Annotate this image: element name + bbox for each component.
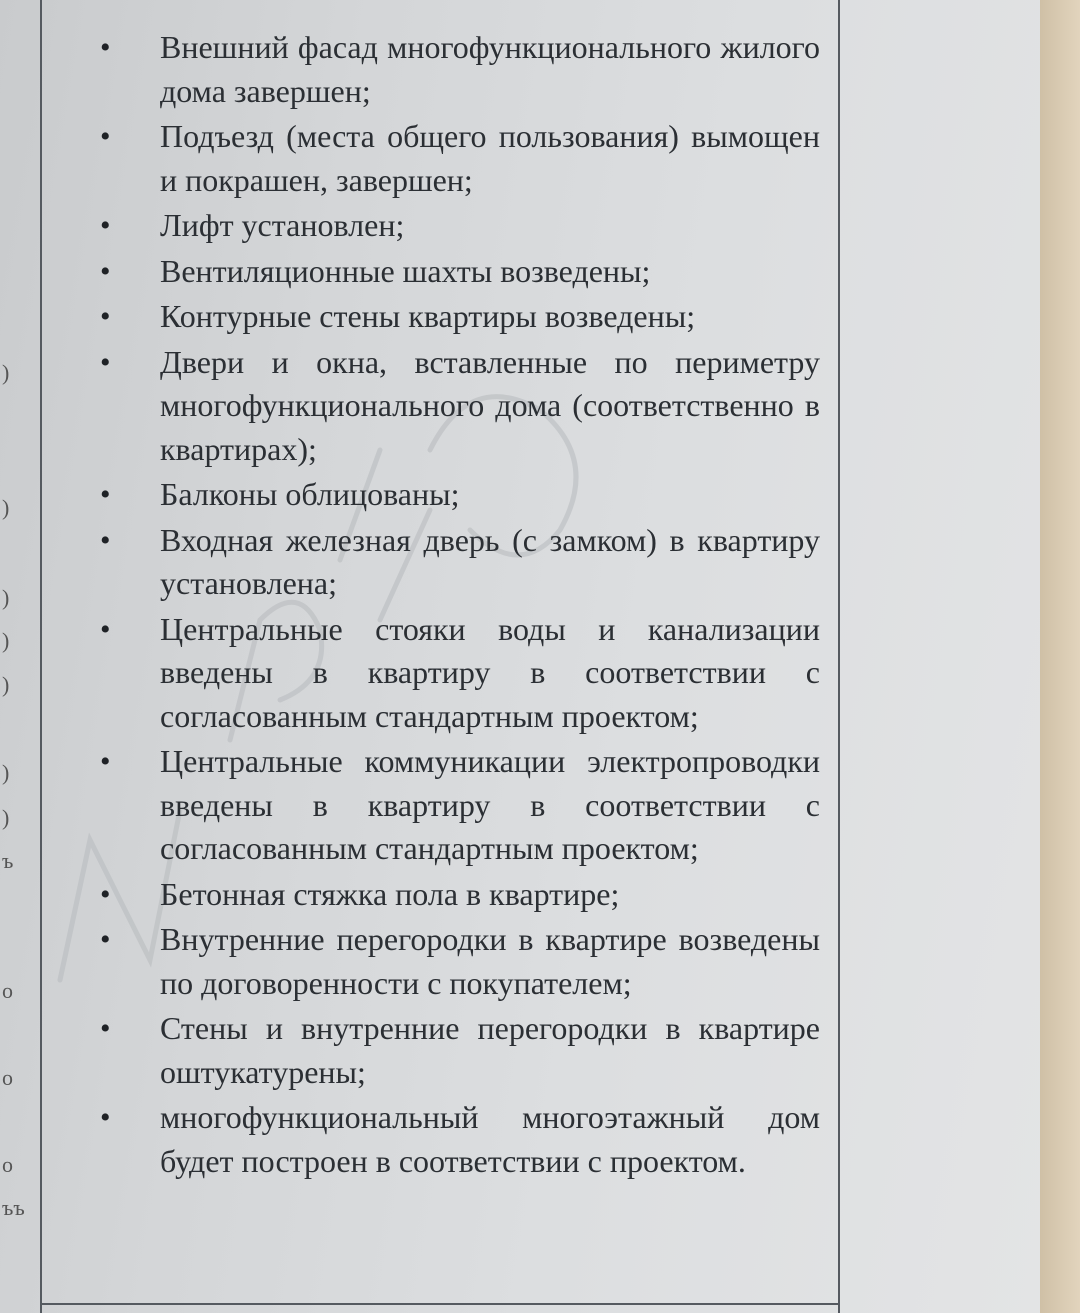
requirements-list: [100, 26, 820, 1185]
list-item: • Центральные стояки воды и канализации введены в квартиру в соответствии с согласованным стандартным проектом;: [100, 608, 820, 739]
left-fragment-mark: ): [2, 760, 10, 785]
table-border-left: [40, 0, 42, 1313]
left-column-fragments: [0, 0, 38, 1313]
left-fragment-mark: ъъ: [2, 1195, 25, 1220]
left-fragment-mark: ъ: [2, 848, 14, 873]
list-item: • многофункциональный многоэтажный дом будет построен в соответствии с проектом.: [100, 1096, 820, 1183]
table-border-right: [838, 0, 840, 1313]
list-item: • Лифт установлен;: [100, 204, 820, 248]
table-border-bottom: [40, 1303, 840, 1305]
left-fragment-mark: ): [2, 628, 10, 653]
left-fragment-mark: ): [2, 805, 10, 830]
list-item: • Стены и внутренние перегородки в квартире оштукатурены;: [100, 1007, 820, 1094]
list-item: • Центральные коммуникации электропроводки введены в квартиру в соответствии с согласованным стандартным проектом;: [100, 740, 820, 871]
left-fragment-mark: ): [2, 360, 10, 385]
left-fragment-mark: ): [2, 672, 10, 697]
left-fragment-mark: о: [2, 1152, 13, 1177]
list-item: • Подъезд (места общего пользования) вымощен и покрашен, завершен;: [100, 115, 820, 202]
left-fragment-mark: ): [2, 495, 10, 520]
left-fragment-mark: о: [2, 1065, 13, 1090]
list-item: • Внутренние перегородки в квартире возведены по договоренности с покупателем;: [100, 918, 820, 1005]
list-item: • Внешний фасад многофункционального жилого дома завершен;: [100, 26, 820, 113]
list-item: • Вентиляционные шахты возведены;: [100, 250, 820, 294]
desk-background: [1040, 0, 1080, 1313]
list-item: • Балконы облицованы;: [100, 473, 820, 517]
list-item: • Двери и окна, вставленные по периметру многофункционального дома (соответственно в квартирах);: [100, 341, 820, 472]
left-fragment-mark: о: [2, 978, 13, 1003]
left-fragment-mark: ): [2, 585, 10, 610]
list-item: • Входная железная дверь (с замком) в квартиру установлена;: [100, 519, 820, 606]
list-item: • Контурные стены квартиры возведены;: [100, 295, 820, 339]
list-item: • Бетонная стяжка пола в квартире;: [100, 873, 820, 917]
